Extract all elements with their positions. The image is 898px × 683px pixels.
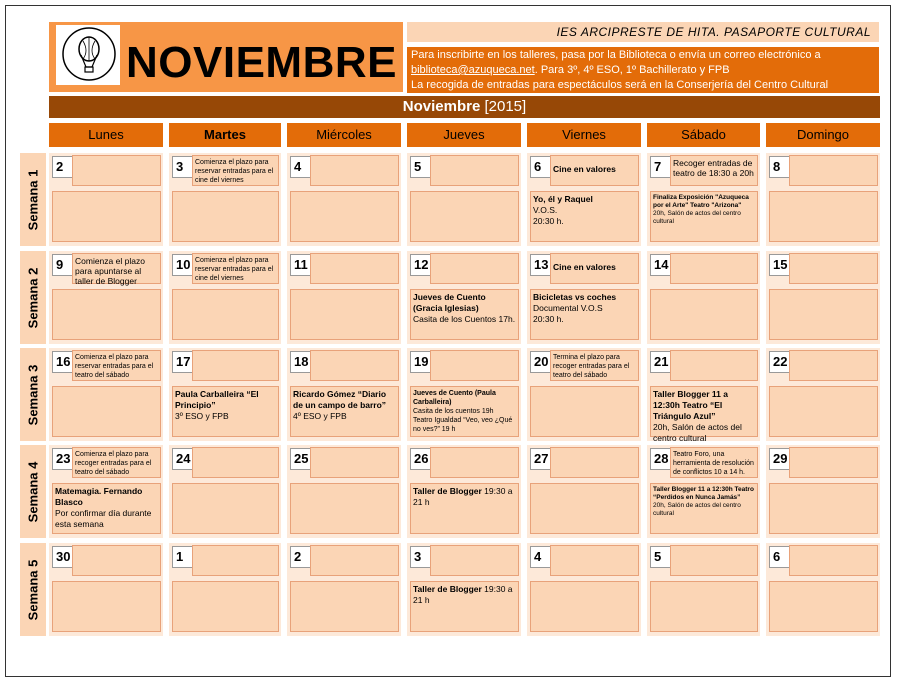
day-number: 21 [650,351,672,373]
day-note: Teatro Foro, una herramienta de resolución de conflictos 10 a 14 h. [670,447,758,478]
day-event [530,191,639,242]
event-details: V.O.S. 20:30 h. [533,205,564,226]
day-number: 4 [530,546,552,568]
day-event [769,483,878,534]
event-details: 4º ESO y FPB [293,411,347,421]
info-line-2: . Para 3º, 4º ESO, 1º Bachillerato y FPB [534,64,730,76]
day-note [430,350,519,381]
day-number: 20 [530,351,552,373]
day-cell[interactable] [169,445,281,538]
day-note [430,447,519,478]
day-number: 2 [290,546,312,568]
day-event [52,191,161,242]
day-event [530,289,639,340]
day-note [192,350,279,381]
day-event [290,289,399,340]
day-note: Cine en valores [550,253,639,284]
email-link[interactable]: biblioteca@azuqueca.net [411,64,535,76]
info-line-1: Para inscribirte en los talleres, pasa por la Biblioteca o envía un correo electrónico a [411,49,821,61]
event-details: Casita de los Cuentos 17h. [413,314,516,324]
month-title: NOVIEMBRE [126,38,397,87]
day-event [52,289,161,340]
day-header-1: Martes [169,123,281,147]
event-details: 3º ESO y FPB [175,411,229,421]
day-number: 7 [650,156,672,178]
day-event [650,483,758,534]
event-title: Finaliza Exposición "Azuqueca por el Arte" Teatro "Arizona" [653,194,749,209]
day-cell[interactable] [287,348,401,441]
day-note [72,155,161,186]
day-cell[interactable] [527,445,641,538]
day-number: 17 [172,351,194,373]
event-details: Documental V.O.S 20:30 h. [533,303,603,324]
day-cell[interactable] [647,543,760,636]
day-header-5: Sábado [647,123,760,147]
day-event [530,386,639,437]
day-event [52,581,161,632]
day-cell[interactable] [407,348,521,441]
day-note [430,155,519,186]
day-number: 23 [52,448,74,470]
day-event [172,483,279,534]
day-cell[interactable] [527,348,641,441]
day-note [550,447,639,478]
day-note [310,155,399,186]
day-note: Comienza el plazo para reservar entradas para el cine del viernes [192,155,279,186]
day-event [769,191,878,242]
day-cell[interactable] [766,251,880,344]
day-number: 4 [290,156,312,178]
day-note [670,545,758,576]
day-event [290,386,399,437]
day-cell[interactable] [169,251,281,344]
day-note [789,253,878,284]
day-number: 30 [52,546,74,568]
day-number: 15 [769,254,791,276]
day-number: 9 [52,254,74,276]
day-number: 6 [769,546,791,568]
day-number: 3 [410,546,432,568]
event-title: Taller Blogger 11 a 12:30h Teatro “Perdidos en Nunca Jamás” [653,486,754,501]
day-cell[interactable] [527,153,641,246]
day-note: Comienza el plazo para reservar entradas para el teatro del sábado [72,350,161,381]
week-label [20,251,46,344]
day-number: 10 [172,254,194,276]
day-event [769,289,878,340]
day-number: 29 [769,448,791,470]
day-note [72,545,161,576]
day-number: 27 [530,448,552,470]
day-header-4: Viernes [527,123,641,147]
day-event [530,581,639,632]
event-details: 19:30 a 21 h [413,584,513,605]
day-cell[interactable] [49,348,163,441]
day-note: Comienza el plazo para reservar entradas para el cine del viernes [192,253,279,284]
day-note [670,350,758,381]
day-number: 2 [52,156,74,178]
day-event [410,581,519,632]
day-cell[interactable] [49,445,163,538]
info-line-3: La recogida de entradas para espectáculos será en la Conserjería del Centro Cultural [411,79,829,91]
day-cell[interactable] [407,543,521,636]
day-note [789,350,878,381]
day-number: 24 [172,448,194,470]
week-label-text: Semana 4 [25,461,41,522]
day-number: 5 [410,156,432,178]
day-cell[interactable] [169,153,281,246]
day-cell[interactable] [407,251,521,344]
event-details: 20h, Salón de actos del centro cultural [653,502,741,517]
day-cell[interactable] [647,251,760,344]
day-note [430,545,519,576]
day-number: 12 [410,254,432,276]
event-details: 20h, Salón de actos del centro cultural [653,422,742,443]
event-title: Ricardo Gómez “Diario de un campo de barro” [293,389,387,410]
day-cell[interactable] [407,445,521,538]
day-cell[interactable] [49,543,163,636]
week-label-text: Semana 2 [25,267,41,328]
day-event [172,386,279,437]
day-cell[interactable] [287,543,401,636]
day-note [192,447,279,478]
event-title: Jueves de Cuento (Gracia Iglesias) [413,292,486,313]
day-event [52,386,161,437]
day-note [310,545,399,576]
day-header-6: Domingo [766,123,880,147]
week-label-text: Semana 1 [25,169,41,230]
day-header-0: Lunes [49,123,163,147]
day-number: 5 [650,546,672,568]
day-number: 3 [172,156,194,178]
day-note: Recoger entradas de teatro de 18:30 a 20h [670,155,758,186]
event-details: 20h, Salón de actos del centro cultural [653,210,741,225]
month-year-bar [49,96,880,118]
day-event [650,191,758,242]
day-note [789,447,878,478]
event-details: Casita de los cuentos 19h Teatro Igualdad “Veo, veo ¿Qué no ves?” 19 h [413,408,513,433]
event-title: Yo, él y Raquel [533,194,593,204]
day-header-2: Miércoles [287,123,401,147]
day-note [430,253,519,284]
day-cell[interactable] [766,348,880,441]
day-number: 22 [769,351,791,373]
day-note [789,545,878,576]
day-number: 18 [290,351,312,373]
day-number: 8 [769,156,791,178]
event-details: Por confirmar día durante esta semana [55,508,152,529]
event-title: Matemagia. Fernando Blasco [55,486,143,507]
day-cell[interactable] [49,153,163,246]
day-number: 25 [290,448,312,470]
day-cell[interactable] [287,445,401,538]
day-number: 6 [530,156,552,178]
day-number: 16 [52,351,74,373]
day-note [310,447,399,478]
day-event [650,386,758,443]
day-event [52,483,161,534]
week-label [20,543,46,636]
day-cell[interactable] [527,543,641,636]
day-note [670,253,758,284]
day-cell[interactable] [287,153,401,246]
day-cell[interactable] [407,153,521,246]
day-event [172,289,279,340]
bar-month: Noviembre [402,98,481,115]
week-label [20,445,46,538]
day-note [310,253,399,284]
week-label [20,153,46,246]
week-label [20,348,46,441]
passport-logo-icon [60,25,118,83]
day-note [192,545,279,576]
day-event [290,483,399,534]
day-note: Cine en valores [550,155,639,186]
day-note: Termina el plazo para recoger entradas para el teatro del sábado [550,350,639,381]
info-box [407,47,879,93]
day-event [410,289,519,340]
week-label-text: Semana 3 [25,364,41,425]
day-note [789,155,878,186]
day-number: 28 [650,448,672,470]
week-label-text: Semana 5 [25,559,41,620]
day-event [650,289,758,340]
day-number: 13 [530,254,552,276]
day-cell[interactable] [766,153,880,246]
day-number: 11 [290,254,312,276]
day-note [310,350,399,381]
event-title: Taller Blogger 11 a 12:30h Teatro “El Triángulo Azul” [653,389,728,421]
day-event [410,483,519,534]
day-event [410,191,519,242]
day-number: 1 [172,546,194,568]
school-banner: IES ARCIPRESTE DE HITA. PASAPORTE CULTURAL [407,22,879,42]
event-title: Taller de Blogger [413,584,482,594]
day-cell[interactable] [647,445,760,538]
day-note [550,545,639,576]
day-cell[interactable] [527,251,641,344]
day-note: Comienza el plazo para recoger entradas para el teatro del sábado [72,447,161,478]
day-number: 14 [650,254,672,276]
day-header-3: Jueves [407,123,521,147]
day-event [769,581,878,632]
day-event [650,581,758,632]
day-cell[interactable] [49,251,163,344]
day-number: 19 [410,351,432,373]
day-cell[interactable] [647,348,760,441]
day-note: Comienza el plazo para apuntarse al taller de Blogger [72,253,161,284]
day-cell[interactable] [766,543,880,636]
event-details: 19:30 a 21 h [413,486,513,507]
day-event [290,581,399,632]
bar-year: [2015] [484,98,527,115]
event-title: Jueves de Cuento (Paula Carballeira) [413,390,496,406]
day-event [172,191,279,242]
event-title: Taller de Blogger [413,486,482,496]
day-cell[interactable] [766,445,880,538]
day-cell[interactable] [169,543,281,636]
day-event [290,191,399,242]
day-cell[interactable] [647,153,760,246]
day-cell[interactable] [169,348,281,441]
day-event [410,386,519,437]
day-event [530,483,639,534]
event-title: Paula Carballeira “El Principio” [175,389,259,410]
day-event [172,581,279,632]
day-event [769,386,878,437]
day-number: 26 [410,448,432,470]
event-title: Bicicletas vs coches [533,292,617,302]
day-cell[interactable] [287,251,401,344]
